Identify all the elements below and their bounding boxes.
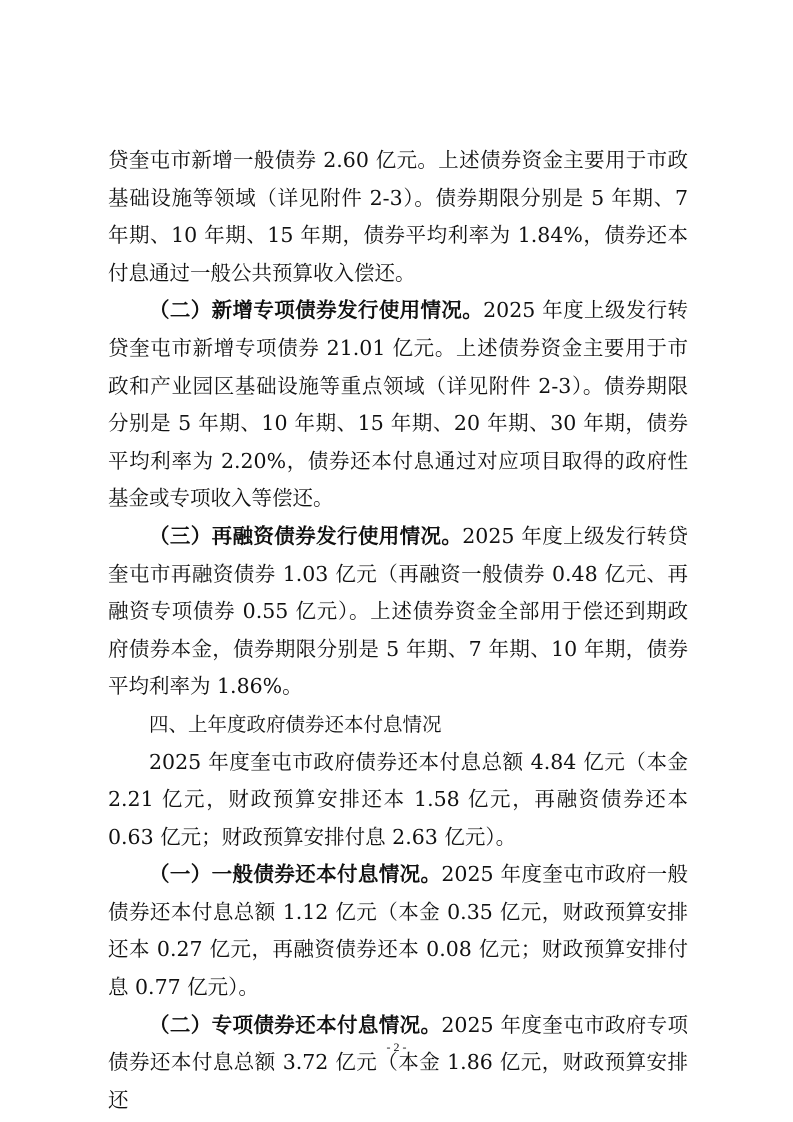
paragraph-text: 2025 年度上级发行转贷奎屯市新增专项债券 21.01 亿元。上述债券资金主要用于市政和产业园区基础设施等重点领域（详见附件 2-3）。债券期限分别是 5 年期、10 年期、15 年期、20 年期、30 年期，债券平均利率为 2.20%，债券还本付息通过对应项目取得的政府性基金或专项收入等偿还。 bbox=[108, 298, 689, 511]
paragraph-text: 贷奎屯市新增一般债券 2.60 亿元。上述债券资金主要用于市政基础设施等领域（详见附件 2-3）。债券期限分别是 5 年期、7 年期、10 年期、15 年期，债券平均利率为 1.84%，债券还本付息通过一般公共预算收入偿还。 bbox=[108, 148, 688, 285]
paragraph-continuation bbox=[108, 142, 688, 292]
subheading: （三）再融资债券发行使用情况。 bbox=[149, 523, 463, 548]
paragraph-text: 2025 年度上级发行转贷奎屯市再融资债券 1.03 亿元（再融资一般债券 0.48 亿元、再融资专项债券 0.55 亿元）。上述债券资金全部用于偿还到期政府债券本金，债券期限分别是 5 年期、7 年期、10 年期，债券平均利率为 1.86%。 bbox=[108, 523, 689, 699]
paragraph-refinancing-bonds bbox=[108, 518, 688, 706]
paragraph-text: 2025 年度奎屯市政府债券还本付息总额 4.84 亿元（本金 2.21 亿元，财政预算安排还本 1.58 亿元，再融资债券还本 0.63 亿元；财政预算安排付息 2.63 亿元）。 bbox=[108, 749, 688, 849]
paragraph-debt-service-total bbox=[108, 744, 688, 857]
paragraph-text: 2025 年度奎屯市政府专项债券还本付息总额 3.72 亿元（本金 1.86 亿元，财政预算安排还 bbox=[108, 1012, 689, 1112]
document-body bbox=[108, 142, 688, 1119]
subheading: （二）新增专项债券发行使用情况。 bbox=[149, 298, 484, 323]
page-number: - 2 - bbox=[386, 1040, 407, 1054]
section-heading: 四、上年度政府债券还本付息情况 bbox=[149, 712, 442, 736]
subheading: （二）专项债券还本付息情况。 bbox=[149, 1012, 442, 1037]
paragraph-general-bond-service bbox=[108, 856, 688, 1006]
paragraph-text: 2025 年度奎屯市政府一般债券还本付息总额 1.12 亿元（本金 0.35 亿元，财政预算安排还本 0.27 亿元，再融资债券还本 0.08 亿元；财政预算安排付息 0.77 亿元）。 bbox=[108, 862, 689, 1000]
subheading: （一）一般债券还本付息情况。 bbox=[149, 862, 442, 887]
paragraph-new-special-bonds bbox=[108, 292, 688, 518]
paragraph-special-bond-service bbox=[108, 1007, 688, 1120]
